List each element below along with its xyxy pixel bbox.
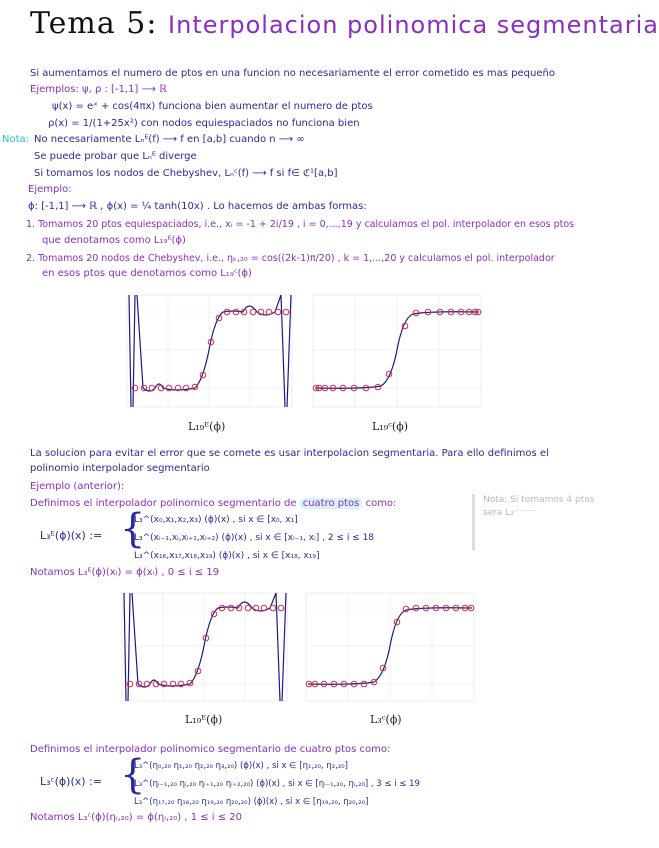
note-text: No necesariamente Lₙᴱ(f) ⟶ f en [a,b] cuando n ⟶ ∞ — [34, 134, 305, 145]
page-title — [30, 6, 659, 41]
cheb-case-3: L₃^(η₁₇,₂₀ η₁₈,₂₀ η₁₉,₂₀ η₂₀,₂₀) (ϕ)(x) , si x ∈ [η₁₉,₂₀, η₂₀,₂₀] — [134, 797, 369, 807]
phi-definition: ϕ: [-1,1] ⟶ ℝ , ϕ(x) = ¼ tanh(10x) . Lo hacemos de ambas formas: — [28, 201, 367, 212]
title-prefix: Tema 5: — [30, 6, 158, 41]
side-note-text: Si tomamos 4 ptos sera L₃⁻⁻⁻⁻⁻ — [483, 495, 595, 518]
caption-plot-2: L₁₉ᶜ(ϕ) — [372, 420, 409, 433]
brace-1: { — [120, 506, 146, 552]
case-1: L₃^(x₀,x₁,x₂,x₃) (ϕ)(x) , si x ∈ [x₀, x₁] — [134, 515, 298, 525]
cheb-case-2: L₃^(ηᵢ₋₁,₂₀ ηᵢ,₂₀ ηᵢ₊₁,₂₀ ηᵢ₊₂,₂₀) (ϕ)(x) , si x ∈ [ηᵢ₋₁,₂₀, ηᵢ,₂₀] , 3 ≤ i ≤ 19 — [134, 779, 420, 789]
cheb-case-1: L₃^(η₀,₂₀ η₁,₂₀ η₂,₂₀ η₃,₂₀) (ϕ)(x) , si x ∈ [η₁,₂₀, η₂,₂₀] — [134, 761, 348, 771]
caption-plot-4: L₃ᶜ(ϕ) — [370, 713, 402, 726]
notamos-2: Notamos L₃ᶜ(ϕ)(ηᵢ,₂₀) = ϕ(ηᵢ,₂₀) , 1 ≤ i ≤ 20 — [30, 812, 243, 823]
step-2-cont: en esos ptos que denotamos como L₁₉ᶜ(ϕ) — [42, 268, 252, 279]
example-heading: Ejemplo: — [28, 184, 72, 195]
step-1-cont: que denotamos como L₁₉ᴱ(ϕ) — [42, 235, 186, 246]
plot-chebyshev-global — [305, 290, 485, 415]
segment-def — [30, 498, 396, 510]
l3e-lhs: L₃ᴱ(ϕ)(x) := — [40, 529, 103, 542]
intro-line: Si aumentamos el numero de ptos en una funcion no necesariamente el error cometido es mas pequeño — [30, 68, 555, 79]
notamos-1: Notamos L₃ᴱ(ϕ)(xᵢ) = ϕ(xᵢ) , 0 ≤ i ≤ 19 — [30, 567, 220, 578]
segment-def-a: Definimos el interpolador polinomico segmentario de — [30, 498, 297, 509]
side-note — [472, 494, 595, 550]
example-psi: ψ(x) = eˣ + cos(4πx) funciona bien aumentar el numero de ptos — [52, 101, 373, 112]
step-2: 2. Tomamos 20 nodos de Chebyshev, i.e., ηₖ,₂₀ = cos((2k-1)π/20) , k = 1,...,20 y calculamos el pol. interpolador — [26, 253, 555, 264]
segment-def-c: como: — [365, 498, 397, 509]
case-2: L₃^(xᵢ₋₁,xᵢ,xᵢ₊₁,xᵢ₊₂) (ϕ)(x) , si x ∈ [xᵢ₋₁, xᵢ] , 2 ≤ i ≤ 18 — [134, 533, 375, 543]
brace-2: { — [120, 752, 146, 798]
caption-plot-3: L₁₉ᴱ(ϕ) — [185, 713, 223, 726]
step-1: 1. Tomamos 20 ptos equiespaciados, i.e., xᵢ = -1 + 2i/19 , i = 0,...,19 y calculamos el pol. interpolador en esos ptos — [26, 219, 575, 230]
solution-line: La solucion para evitar el error que se comete es usar interpolacion segmentaria. Para ello definimos el — [30, 448, 549, 459]
plot-equispaced-segmented — [110, 588, 290, 710]
l3c-lhs: L₃ᶜ(ϕ)(x) := — [40, 775, 102, 788]
plot-equispaced-global — [115, 290, 295, 415]
note-label: Nota: — [2, 134, 30, 145]
title-main: Interpolacion polinomica segmentaria — [168, 11, 659, 39]
case-3: L₃^(x₁₆,x₁₇,x₁₈,x₁₉) (ϕ)(x) , si x ∈ [x₁₈, x₁₉] — [134, 551, 320, 561]
caption-plot-1: L₁₉ᴱ(ϕ) — [188, 420, 226, 433]
cheb-def: Definimos el interpolador polinomico segmentario de cuatro ptos como: — [30, 744, 391, 755]
chebyshev-line: Si tomamos los nodos de Chebyshev, Lₙᶜ(f) ⟶ f si f∈ ℭ¹[a,b] — [34, 168, 338, 179]
segment-def-highlight: cuatro ptos — [300, 498, 363, 509]
example-rho: ρ(x) = 1/(1+25x²) con nodos equiespaciados no funciona bien — [48, 118, 360, 129]
example-prev-heading: Ejemplo (anterior): — [30, 481, 125, 492]
side-note-label: Nota: — [483, 495, 508, 505]
diverge-line: Se puede probar que Lₙᴱ diverge — [34, 151, 197, 162]
plot-chebyshev-segmented — [298, 588, 478, 710]
examples-heading: Ejemplos: ψ, ρ : [-1,1] ⟶ ℝ — [30, 84, 167, 95]
solution-line-cont: polinomio interpolador segmentario — [30, 463, 210, 474]
